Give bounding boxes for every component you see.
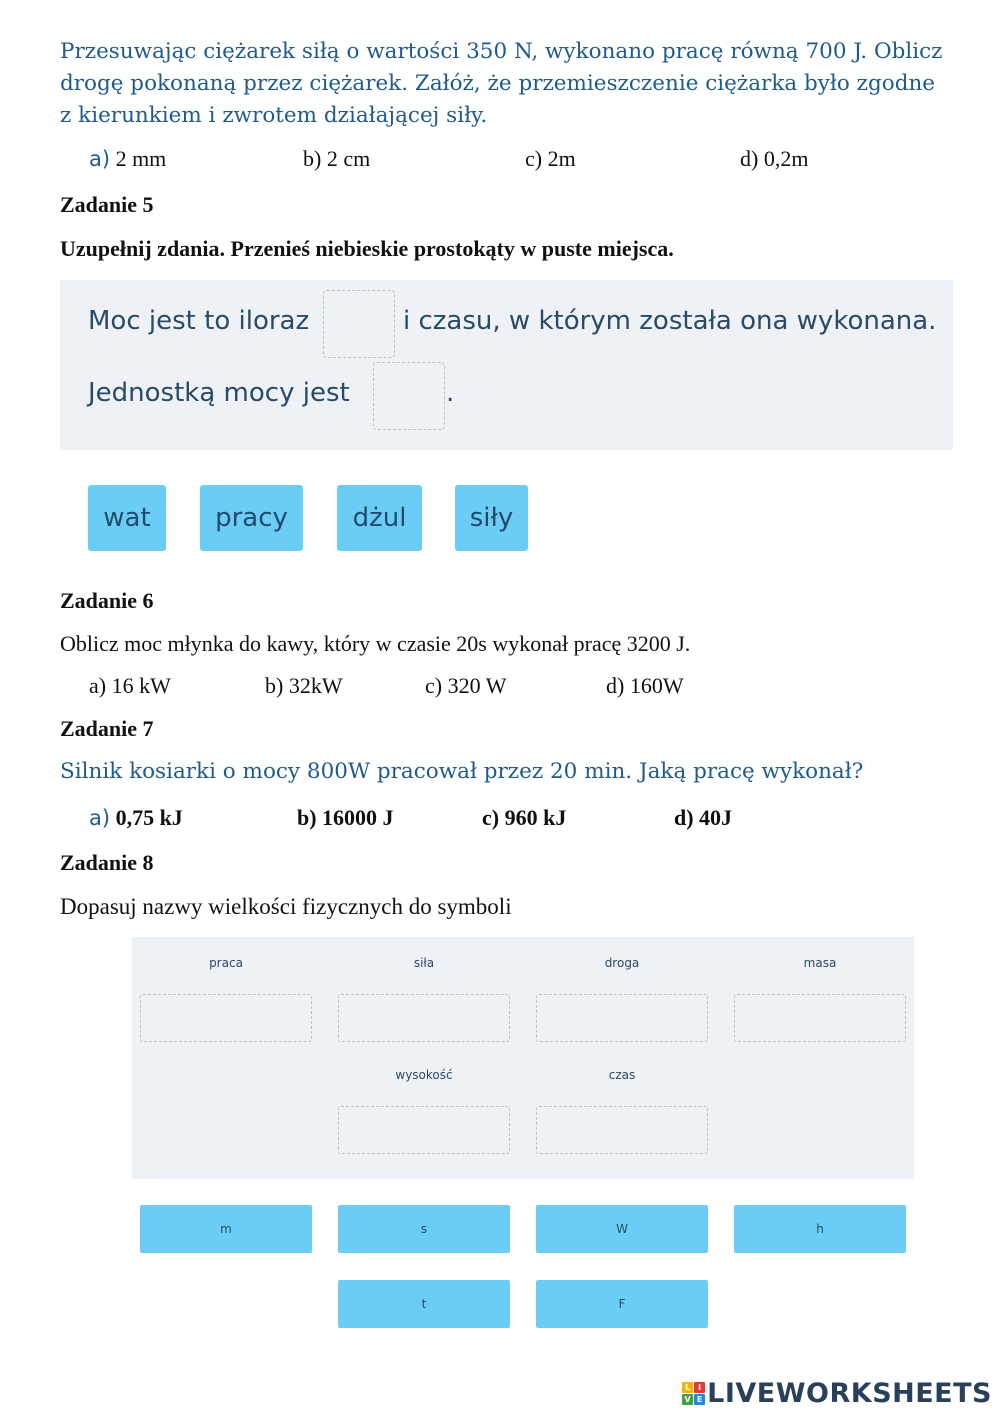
target-label-masa: masa (803, 956, 837, 970)
q4-option-d[interactable]: d) 0,2m (740, 146, 809, 171)
sentence-2-end: . (446, 378, 455, 408)
q7-option-d[interactable]: d) 40J (674, 805, 733, 830)
q4-option-a[interactable] (89, 146, 166, 172)
drop-target-sila[interactable] (338, 994, 510, 1042)
question-4-line: drogę pokonaną przez ciężarek. Załóż, że przemieszczenie ciężarka było zgodne (60, 71, 936, 96)
gap-2-drop-target[interactable] (373, 362, 445, 430)
target-label-czas: czas (608, 1068, 636, 1082)
drop-target-wysokosc[interactable] (338, 1106, 510, 1154)
question-4-line: Przesuwając ciężarek siłą o wartości 350 N, wykonano pracę równą 700 J. Oblicz (60, 39, 943, 64)
drop-target-praca[interactable] (140, 994, 312, 1042)
task-6-question: Oblicz moc młynka do kawy, który w czasie 20s wykonał pracę 3200 J. (60, 631, 691, 656)
chip-wat[interactable]: wat (88, 485, 166, 551)
chip-dzul[interactable]: dżul (337, 485, 422, 551)
logo-mark-icon: L I V E (682, 1382, 705, 1405)
question-4-line: z kierunkiem i zwrotem działającej siły. (60, 103, 488, 128)
q4-option-a-label: a) (89, 147, 111, 171)
task-7-heading: Zadanie 7 (60, 716, 154, 741)
task-8-panel (132, 937, 914, 1179)
task-5-heading: Zadanie 5 (60, 192, 154, 217)
question-4-text (60, 36, 943, 132)
drop-target-droga[interactable] (536, 994, 708, 1042)
task-8-heading: Zadanie 8 (60, 850, 154, 875)
symbol-chip-t[interactable]: t (338, 1280, 510, 1328)
drop-target-masa[interactable] (734, 994, 906, 1042)
target-label-praca: praca (209, 956, 243, 970)
q7-option-a-label: a) (89, 806, 111, 830)
q7-option-a-text: 0,75 kJ (115, 805, 183, 830)
target-label-sila: siła (413, 956, 435, 970)
chip-sily[interactable]: siły (455, 485, 528, 551)
symbol-chip-W[interactable]: W (536, 1205, 708, 1253)
task-7-question: Silnik kosiarki o mocy 800W pracował przez 20 min. Jaką pracę wykonał? (60, 759, 864, 784)
chip-pracy[interactable]: pracy (200, 485, 303, 551)
sentence-1-end: i czasu, w którym została ona wykonana. (403, 306, 937, 336)
drop-target-czas[interactable] (536, 1106, 708, 1154)
symbol-chip-F[interactable]: F (536, 1280, 708, 1328)
task-6-heading: Zadanie 6 (60, 588, 154, 613)
q7-option-c[interactable]: c) 960 kJ (482, 805, 567, 830)
liveworksheets-logo (682, 1376, 992, 1410)
task-8-instruction: Dopasuj nazwy wielkości fizycznych do symboli (60, 894, 512, 919)
logo-text: LIVEWORKSHEETS (707, 1377, 992, 1409)
target-label-wysokosc: wysokość (395, 1068, 453, 1082)
q6-option-a[interactable]: a) 16 kW (89, 673, 171, 698)
symbol-chip-h[interactable]: h (734, 1205, 906, 1253)
q6-option-b[interactable]: b) 32kW (265, 673, 343, 698)
symbol-chip-m[interactable]: m (140, 1205, 312, 1253)
q7-option-a[interactable] (89, 805, 183, 831)
target-label-droga: droga (604, 956, 640, 970)
q6-option-d[interactable]: d) 160W (606, 673, 684, 698)
q4-option-c[interactable]: c) 2m (525, 146, 576, 171)
sentence-1-start: Moc jest to iloraz (88, 306, 310, 336)
q6-option-c[interactable]: c) 320 W (425, 673, 507, 698)
task-5-instruction: Uzupełnij zdania. Przenieś niebieskie prostokąty w puste miejsca. (60, 236, 674, 261)
q4-option-a-text: 2 mm (115, 146, 167, 171)
q7-option-b[interactable]: b) 16000 J (297, 805, 394, 830)
symbol-chip-s[interactable]: s (338, 1205, 510, 1253)
q4-option-b[interactable]: b) 2 cm (303, 146, 371, 171)
sentence-2-start: Jednostką mocy jest (88, 378, 350, 408)
gap-1-drop-target[interactable] (323, 290, 395, 358)
